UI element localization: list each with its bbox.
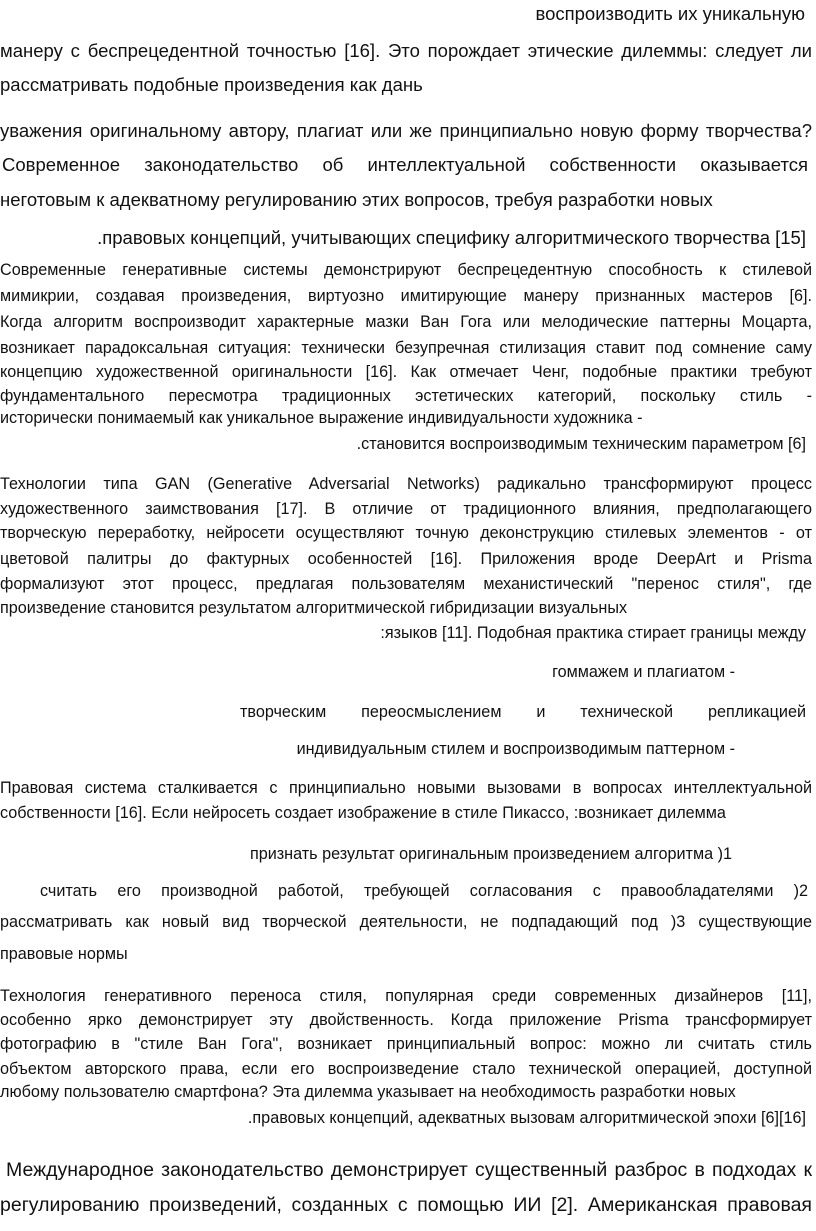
text-line: Современные генеративные системы демонстрируют беспрецедентную способность к стилевой bbox=[0, 261, 812, 279]
text-line: любому пользователю смартфона? Эта дилемма указывает на необходимость разработки новых bbox=[0, 1083, 736, 1101]
text-line: цветовой палитры до фактурных особенностей [16]. Приложения вроде DeepArt и Prisma bbox=[0, 550, 812, 568]
text-line: произведение становится результатом алгоритмической гибридизации визуальных bbox=[0, 599, 628, 617]
text-line: Технологии типа GAN (Generative Adversarial Networks) радикально трансформируют процесс bbox=[0, 475, 812, 493]
text-line: формализуют этот процесс, предлагая пользователям механистический "перенос стиля", где bbox=[0, 575, 812, 593]
text-line: возникает парадоксальная ситуация: технически безупречная стилизация ставит под сомнение саму bbox=[0, 339, 812, 357]
text-line: :языков [11]. Подобная практика стирает границы между bbox=[380, 624, 806, 642]
text-line: фотографию в "стиле Ван Гога", возникает принципиальный вопрос: можно ли считать стиль bbox=[0, 1035, 812, 1053]
text-line: признать результат оригинальным произведением алгоритма )1 bbox=[249, 845, 732, 863]
text-line: исторически понимаемый как уникальное выражение индивидуальности художника - bbox=[0, 409, 643, 427]
text-line: Международное законодательство демонстрирует существенный разброс в подходах к bbox=[6, 1159, 812, 1181]
text-line: Когда алгоритм воспроизводит характерные мазки Ван Гога или мелодические паттерны Моцарта, bbox=[0, 313, 812, 331]
text-line: творческую переработку, нейросети осуществляют точную деконструкцию стилевых элементов - от bbox=[0, 524, 812, 542]
text-line: фундаментального пересмотра традиционных эстетических категорий, поскольку стиль - bbox=[0, 387, 812, 405]
text-line: .становится воспроизводимым техническим параметром [6] bbox=[356, 435, 806, 453]
text-line: рассматривать подобные произведения как дань bbox=[0, 74, 423, 95]
text-line: гоммажем и плагиатом - bbox=[552, 663, 735, 681]
text-line: Правовая система сталкивается с принципиально новыми вызовами в вопросах интеллектуальной bbox=[0, 779, 812, 797]
text-line: объектом авторского права, если его воспроизведение стало технической операцией, доступной bbox=[0, 1060, 812, 1078]
text-line: .правовых концепций, адекватных вызовам алгоритмической эпохи [6][16] bbox=[247, 1109, 806, 1127]
text-line: художественного заимствования [17]. В отличие от традиционного влияния, предполагающего bbox=[0, 500, 812, 518]
text-line: манеру с беспрецедентной точностью [16]. Это порождает этические дилеммы: следует ли bbox=[0, 40, 812, 61]
text-line: регулированию произведений, созданных с помощью ИИ [2]. Американская правовая bbox=[0, 1194, 812, 1216]
text-line: неготовым к адекватному регулированию этих вопросов, требуя разработки новых bbox=[0, 189, 713, 210]
text-line: правовые нормы bbox=[0, 945, 128, 963]
text-line: творческим переосмыслением и технической репликацией bbox=[240, 703, 806, 721]
text-line: мимикрии, создавая произведения, виртуозно имитирующие манеру признанных мастеров [6]. bbox=[0, 287, 812, 305]
text-line: считать его производной работой, требующей согласования с правообладателями )2 bbox=[40, 882, 808, 900]
text-line: индивидуальным стилем и воспроизводимым паттерном - bbox=[296, 740, 735, 758]
text-line: Современное законодательство об интеллектуальной собственности оказывается bbox=[2, 154, 808, 175]
text-line: собственности [16]. Если нейросеть создает изображение в стиле Пикассо, :возникает дилемма bbox=[0, 804, 726, 822]
text-line: уважения оригинальному автору, плагиат или же принципиально новую форму творчества? bbox=[0, 120, 812, 141]
text-line: воспроизводить их уникальную bbox=[535, 3, 805, 24]
text-line: особенно ярко демонстрирует эту двойственность. Когда приложение Prisma трансформирует bbox=[0, 1011, 812, 1029]
text-line: рассматривать как новый вид творческой деятельности, не подпадающий под )3 существующие bbox=[0, 913, 812, 931]
text-line: .правовых концепций, учитывающих специфику алгоритмического творчества [15] bbox=[97, 227, 806, 248]
text-line: концепцию художественной оригинальности [16]. Как отмечает Ченг, подобные практики требуют bbox=[0, 363, 812, 381]
text-line: Технология генеративного переноса стиля, популярная среди современных дизайнеров [11], bbox=[0, 987, 812, 1005]
